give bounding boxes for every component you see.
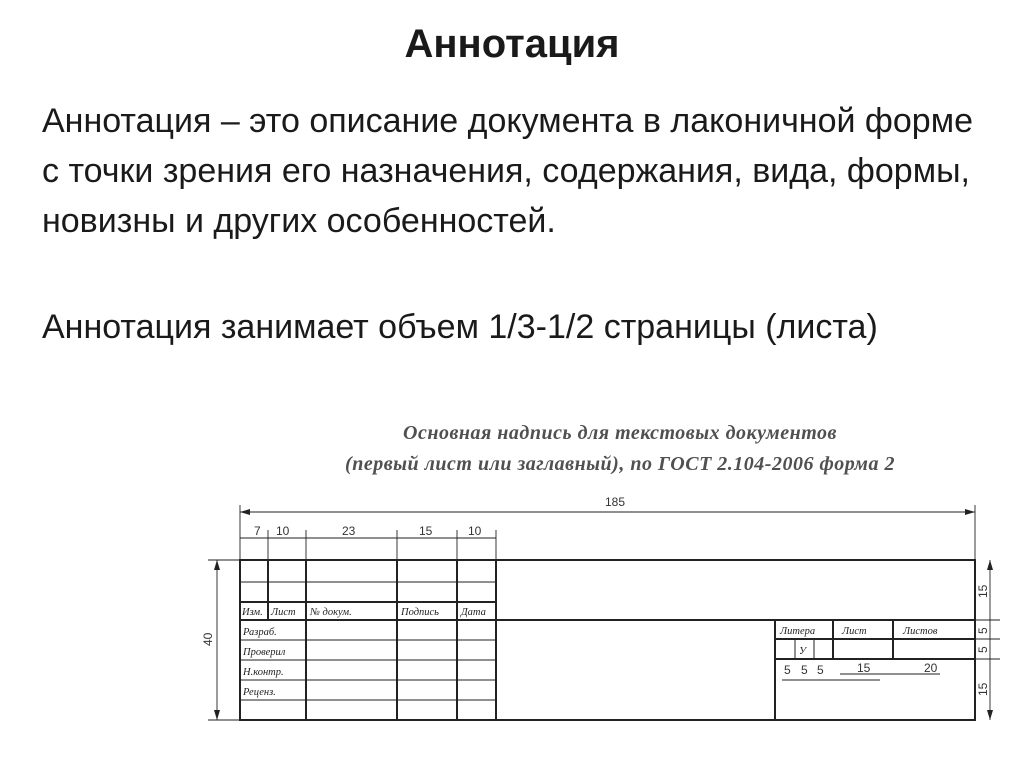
slide-title: Аннотация bbox=[404, 22, 620, 66]
dim-bottom-5b: 5 bbox=[801, 663, 808, 677]
dim-7: 7 bbox=[254, 524, 261, 538]
label-izm: Изм. bbox=[242, 607, 263, 618]
label-litera: Литера bbox=[780, 626, 816, 637]
dim-10a: 10 bbox=[276, 524, 290, 538]
dim-bottom-5a: 5 bbox=[784, 663, 791, 677]
label-doc-no: № докум. bbox=[310, 607, 352, 618]
figure-caption-line1: Основная надпись для текстовых документов bbox=[403, 422, 837, 444]
label-litera-value: У bbox=[799, 646, 807, 657]
label-developed: Разраб. bbox=[243, 627, 277, 638]
dim-bottom-5c: 5 bbox=[817, 663, 824, 677]
volume-paragraph: Аннотация занимает объем 1/3-1/2 страницы (листа) bbox=[42, 308, 878, 346]
dim-right-5a: 5 bbox=[976, 627, 990, 634]
dim-15: 15 bbox=[419, 524, 433, 538]
label-norm-control: Н.контр. bbox=[243, 667, 284, 678]
definition-paragraph: Аннотация – это описание документа в лаконичной форме с точки зрения его назначения, содержания, вида, формы, новизны и других особенностей. bbox=[42, 102, 973, 240]
dim-right-15-top: 15 bbox=[976, 584, 990, 598]
dim-10b: 10 bbox=[468, 524, 482, 538]
dim-40: 40 bbox=[201, 632, 215, 646]
dim-right-5b: 5 bbox=[976, 646, 990, 653]
label-date: Дата bbox=[461, 607, 486, 618]
label-reviewer: Реценз. bbox=[243, 687, 276, 698]
label-list: Лист bbox=[271, 607, 296, 618]
dim-185: 185 bbox=[605, 495, 626, 509]
dim-bottom-20: 20 bbox=[924, 661, 938, 675]
dim-right-15-bottom: 15 bbox=[976, 682, 990, 696]
label-sheets: Листов bbox=[903, 626, 938, 637]
label-checked: Проверил bbox=[243, 647, 286, 658]
figure-caption-line2: (первый лист или заглавный), по ГОСТ 2.104-2006 форма 2 bbox=[345, 453, 895, 475]
dim-bottom-15: 15 bbox=[857, 661, 871, 675]
dim-23: 23 bbox=[342, 524, 356, 538]
label-sheet: Лист bbox=[842, 626, 867, 637]
label-signature: Подпись bbox=[401, 607, 439, 618]
